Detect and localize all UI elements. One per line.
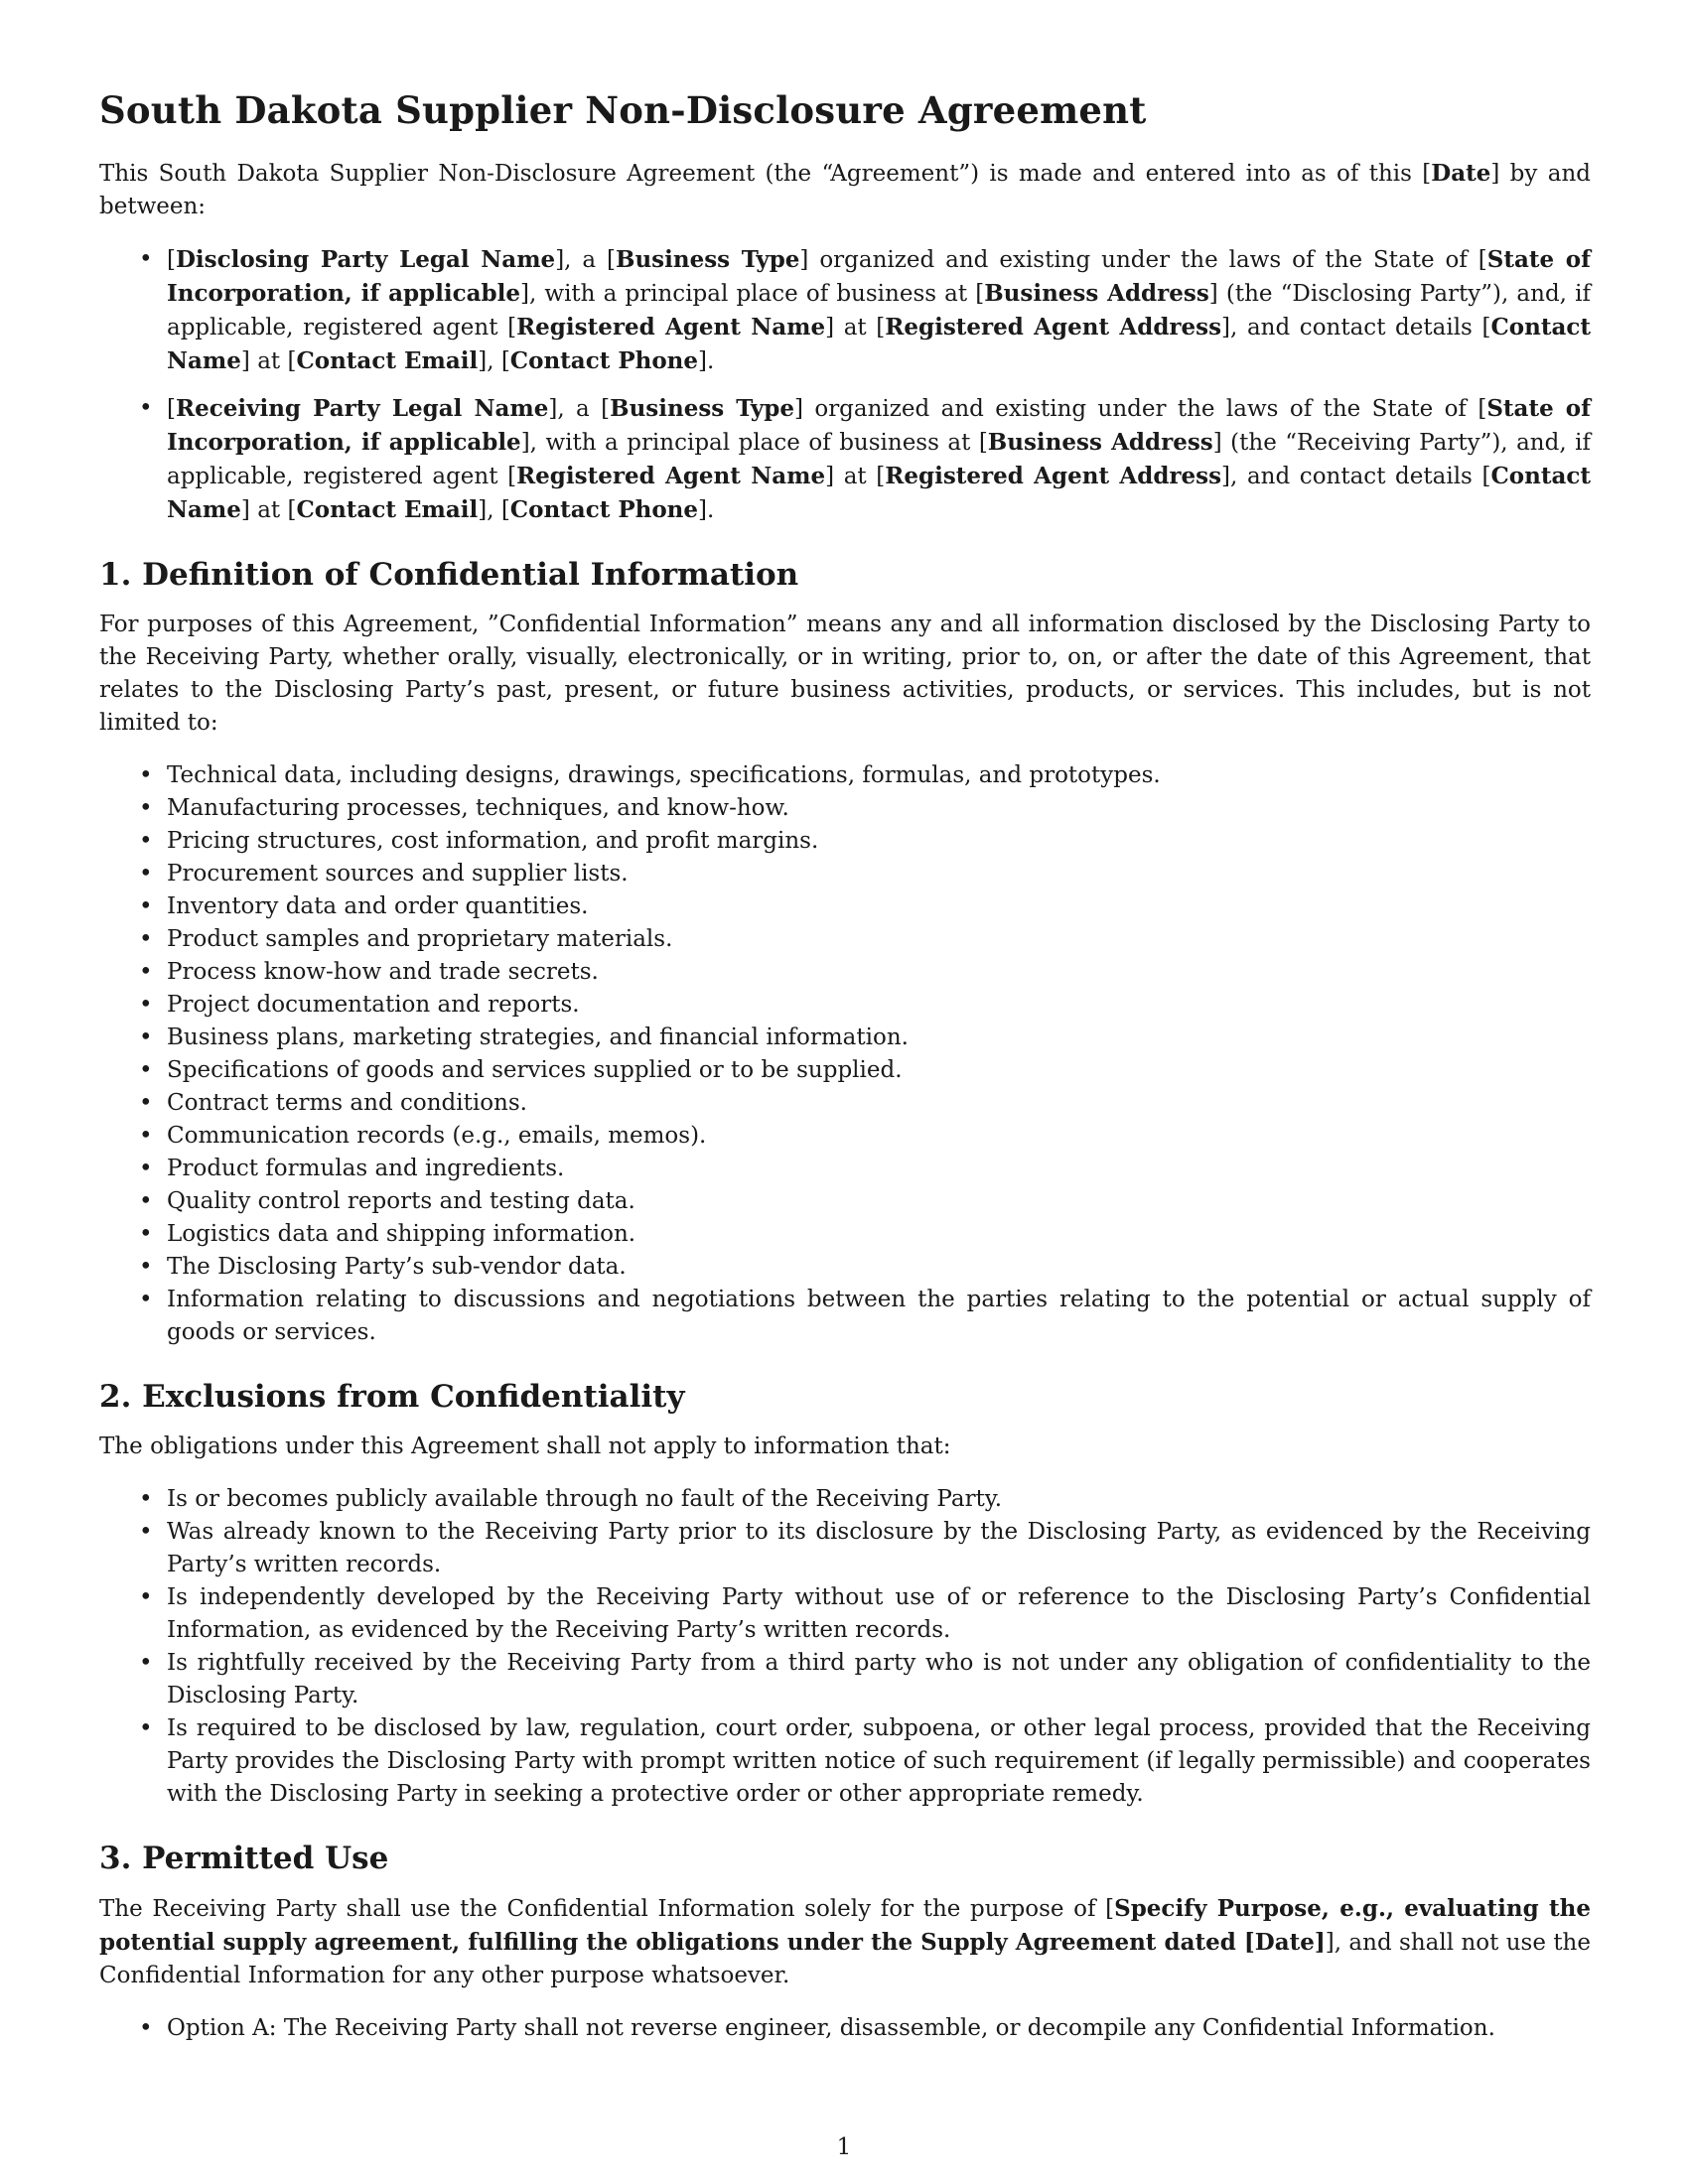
list-item: • [Disclosing Party Legal Name], a [Business Type] organized and existing under the laws of the State of [State of Incorporation, if applicable], with a principal place of business at [Business Address] (the “Disclosing Party”), and, if applicable, registered agent [Registered Agent Name] at [Registered Agent Address], and contact details [Contact Name] at [Contact Email], [Contact Phone]. <box>99 243 1591 378</box>
list-item: • Information relating to discussions and negotiations between the parties relating to the potential or actual supply of goods or services. <box>99 1284 1591 1349</box>
section-body: The Receiving Party shall use the Confidential Information solely for the purpose of [Specify Purpose, e.g., evaluating the potential supply agreement, fulfilling the obligations under the Supply Agreement dated [Date]], and shall not use the Confidential Information for any other purpose whatsoever. <box>99 1895 1591 1988</box>
section-body: The obligations under this Agreement shall not apply to information that: <box>99 1433 951 1459</box>
intro-paragraph: This South Dakota Supplier Non-Disclosure Agreement (the “Agreement”) is made and entered into as of this [Date] by and between: <box>99 160 1591 219</box>
list-item: • Business plans, marketing strategies, and financial information. <box>99 1022 1591 1054</box>
bullet-icon: • <box>139 861 153 887</box>
bullet-icon: • <box>139 2015 153 2041</box>
list-item: • Communication records (e.g., emails, memos). <box>99 1120 1591 1153</box>
list-item: • Procurement sources and supplier lists. <box>99 858 1591 890</box>
list-item: • Is required to be disclosed by law, regulation, court order, subpoena, or other legal process, provided that the Receiving Party provides the Disclosing Party with prompt written notice of such requirement (if legally permissible) and cooperates with the Disclosing Party in seeking a protective order or other appropriate remedy. <box>99 1712 1591 1811</box>
document-page <box>99 87 1591 2045</box>
section-permitted-use <box>99 1839 1591 2045</box>
bullet-icon: • <box>139 828 153 854</box>
document-title: South Dakota Supplier Non-Disclosure Agreement <box>99 88 1147 132</box>
list-item: • Technical data, including designs, drawings, specifications, formulas, and prototypes. <box>99 759 1591 792</box>
section-body: For purposes of this Agreement, ”Confidential Information” means any and all information disclosed by the Disclosing Party to the Receiving Party, whether orally, visually, electronically, or in writing, prior to, on, or after the date of this Agreement, that relates to the Disclosing Party’s past, present, or future business activities, products, or services. This includes, but is not limited to: <box>99 612 1591 736</box>
bullet-icon: • <box>139 1024 153 1050</box>
bullet-icon: • <box>139 1519 153 1545</box>
bullet-icon: • <box>139 246 153 272</box>
bullet-icon: • <box>139 1715 153 1741</box>
permitted-use-list <box>99 2012 1591 2045</box>
bullet-icon: • <box>139 395 153 421</box>
section-heading: 3. Permitted Use <box>99 1841 389 1876</box>
bullet-icon: • <box>139 1156 153 1181</box>
bullet-icon: • <box>139 1057 153 1083</box>
list-item: • Product formulas and ingredients. <box>99 1153 1591 1185</box>
list-item: • Option A: The Receiving Party shall not reverse engineer, disassemble, or decompile any Confidential Information. <box>99 2012 1591 2045</box>
list-item: • The Disclosing Party’s sub-vendor data. <box>99 1251 1591 1284</box>
list-item: • Logistics data and shipping information. <box>99 1218 1591 1251</box>
date-placeholder: Date <box>1431 160 1491 187</box>
list-item: • Inventory data and order quantities. <box>99 890 1591 923</box>
exclusions-list <box>99 1483 1591 1811</box>
bullet-icon: • <box>139 1287 153 1312</box>
bullet-icon: • <box>139 992 153 1018</box>
bullet-icon: • <box>139 795 153 821</box>
bullet-icon: • <box>139 1090 153 1116</box>
list-item: • Manufacturing processes, techniques, and know-how. <box>99 792 1591 825</box>
list-item: • Is independently developed by the Receiving Party without use of or reference to the Disclosing Party’s Confidential Information, as evidenced by the Receiving Party’s written records. <box>99 1581 1591 1647</box>
bullet-icon: • <box>139 1188 153 1214</box>
parties-list <box>99 243 1591 527</box>
section-heading: 1. Definition of Confidential Information <box>99 557 799 593</box>
list-item: • Is or becomes publicly available through no fault of the Receiving Party. <box>99 1483 1591 1516</box>
list-item: • Process know-how and trade secrets. <box>99 956 1591 989</box>
list-item: • Quality control reports and testing data. <box>99 1185 1591 1218</box>
list-item: • Contract terms and conditions. <box>99 1087 1591 1120</box>
bullet-icon: • <box>139 893 153 919</box>
list-item: • Project documentation and reports. <box>99 989 1591 1022</box>
bullet-icon: • <box>139 1254 153 1280</box>
bullet-icon: • <box>139 1486 153 1512</box>
bullet-icon: • <box>139 762 153 788</box>
list-item: • [Receiving Party Legal Name], a [Business Type] organized and existing under the laws of the State of [State of Incorporation, if applicable], with a principal place of business at [Business Address] (the “Receiving Party”), and, if applicable, registered agent [Registered Agent Name] at [Registered Agent Address], and contact details [Contact Name] at [Contact Email], [Contact Phone]. <box>99 392 1591 527</box>
bullet-icon: • <box>139 1123 153 1149</box>
bullet-icon: • <box>139 1221 153 1247</box>
page-number: 1 <box>836 2134 852 2160</box>
purpose-placeholder: Specify Purpose, e.g., evaluating the potential supply agreement, fulfilling the obligations under the Supply Agreement dated [Date] <box>99 1895 1591 1956</box>
bullet-icon: • <box>139 926 153 952</box>
definition-list <box>99 759 1591 1349</box>
list-item: • Specifications of goods and services supplied or to be supplied. <box>99 1054 1591 1087</box>
list-item: • Is rightfully received by the Receiving Party from a third party who is not under any obligation of confidentiality to the Disclosing Party. <box>99 1647 1591 1712</box>
list-item: • Product samples and proprietary materials. <box>99 923 1591 956</box>
bullet-icon: • <box>139 1584 153 1610</box>
list-item: • Pricing structures, cost information, and profit margins. <box>99 825 1591 858</box>
section-exclusions <box>99 1377 1591 1811</box>
list-item: • Was already known to the Receiving Party prior to its disclosure by the Disclosing Party, as evidenced by the Receiving Party’s written records. <box>99 1516 1591 1581</box>
section-definition <box>99 555 1591 1349</box>
section-heading: 2. Exclusions from Confidentiality <box>99 1379 685 1415</box>
bullet-icon: • <box>139 1650 153 1676</box>
bullet-icon: • <box>139 959 153 985</box>
